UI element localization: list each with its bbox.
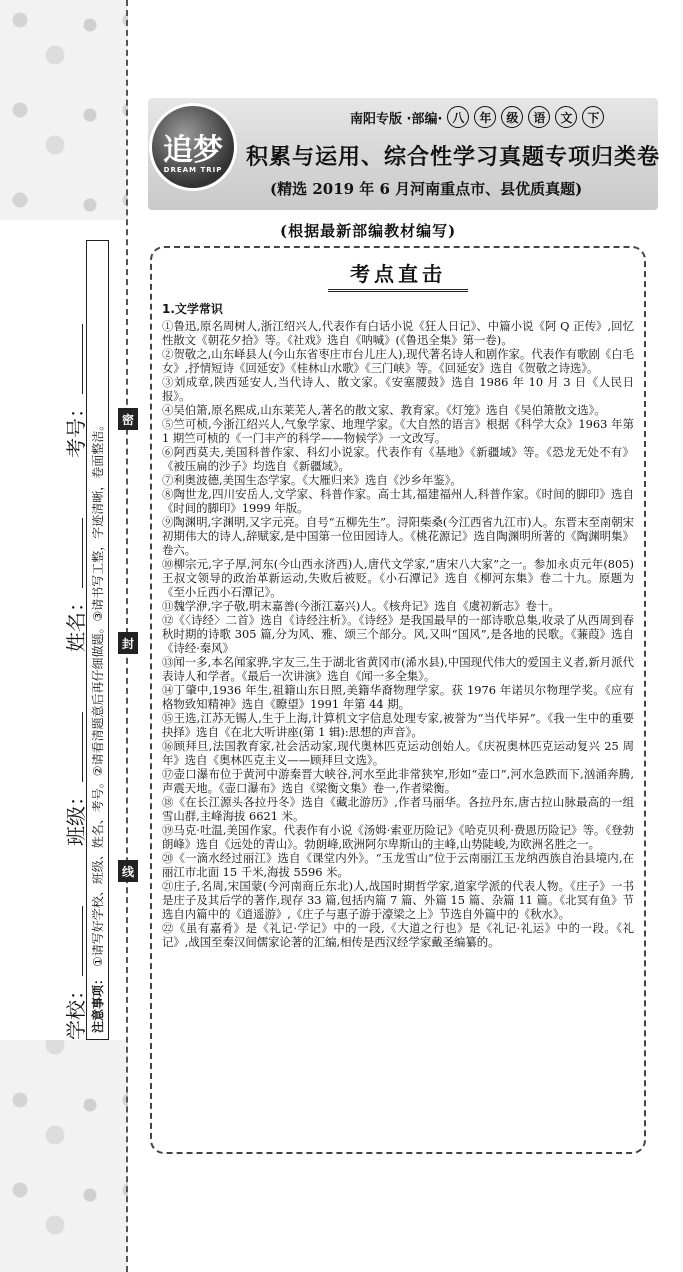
brand-logo: 追梦 DREAM TRIP bbox=[152, 106, 234, 188]
student-info-fields bbox=[60, 220, 89, 1040]
notice-label: 注意事项： bbox=[91, 972, 105, 1033]
list-item: ⑥阿西莫夫,美国科普作家、科幻小说家。代表作有《基地》《新疆域》等。《恐龙无处不有》《被压扁的沙子》均选自《新疆域》。 bbox=[162, 445, 634, 473]
list-item: ⑦利奥波德,美国生态学家。《大雁归来》选自《沙乡年鉴》。 bbox=[162, 473, 462, 487]
seal-mi: 密 bbox=[118, 408, 138, 430]
list-item: ⑩柳宗元,字子厚,河东(今山西永济西)人,唐代文学家,“唐宋八大家”之一。参加永贞元年(805)王叔文领导的政治革新运动,失败后被贬。《小石潭记》选自《柳河东集》卷二十九。原题为《至小丘西小石潭记》。 bbox=[162, 557, 634, 599]
notice-text: ①请写好学校、班级、姓名、考号。②请看清题意后再仔细做题。③请书写工整，字迹清晰，卷面整洁。 bbox=[91, 418, 105, 967]
list-item: ⑳《一滴水经过丽江》选自《课堂内外》。“玉龙雪山”位于云南丽江玉龙纳西族自治县境内,在丽江市北面 15 千米,海拔 5596 米。 bbox=[162, 851, 634, 879]
list-item: ⑯顾拜旦,法国教育家,社会活动家,现代奥林匹克运动创始人。《庆祝奥林匹克运动复兴 25 周年》选自《奥林匹克主义——顾拜旦文选》。 bbox=[162, 739, 634, 767]
edition-line: 南阳专版 ·部编· 八 年 级 语 文 下 bbox=[350, 106, 604, 128]
list-item: ㉑庄子,名周,宋国蒙(今河南商丘东北)人,战国时期哲学家,道家学派的代表人物。《庄子》一书是庄子及其后学的著作,现存 33 篇,包括内篇 7 篇、外篇 15 篇、杂篇 11 篇。《北冥有鱼》节选自内篇中的《逍遥游》,《庄子与惠子游于濠梁之上》节选自外篇中的《秋水》。 bbox=[162, 879, 634, 921]
seal-xian: 线 bbox=[118, 860, 138, 882]
list-item: ⑪魏学洢,字子敬,明末嘉善(今浙江嘉兴)人。《核舟记》选自《虞初新志》卷十。 bbox=[162, 599, 560, 613]
list-item: ⑤竺可桢,今浙江绍兴人,气象学家、地理学家。《大自然的语言》根据《科学大众》1963 年第 1 期竺可桢的《一门丰产的科学——物候学》一文改写。 bbox=[162, 417, 634, 445]
list-item: ⑱《在长江源头各拉丹冬》选自《藏北游历》,作者马丽华。各拉丹东,唐古拉山脉最高的一组雪山群,主峰海拔 6621 米。 bbox=[162, 795, 634, 823]
list-item: ㉒《虽有嘉肴》是《礼记·学记》中的一段,《大道之行也》是《礼记·礼运》中的一段。《礼记》,战国至秦汉间儒家论著的汇编,相传是西汉经学家戴圣编纂的。 bbox=[162, 921, 634, 949]
list-item: ⑮王选,江苏无锡人,生于上海,计算机文字信息处理专家,被誉为“当代毕昇”。《我一生中的重要抉择》选自《在北大听讲座(第 1 辑):思想的声音》。 bbox=[162, 711, 634, 739]
page-subtitle: (精选 2019 年 6 月河南重点市、县优质真题) bbox=[270, 180, 583, 198]
list-item: ⑲马克·吐温,美国作家。代表作有小说《汤姆·索亚历险记》《哈克贝利·费恩历险记》等。《登勃朗峰》选自《远处的青山》。勃朗峰,欧洲阿尔卑斯山的主峰,山势陡峻,为欧洲名胜之一。 bbox=[162, 823, 634, 851]
list-item: ⑨陶渊明,字渊明,又字元亮。自号“五柳先生”。浔阳柴桑(今江西省九江市)人。东晋末至南朝宋初期伟大的诗人,辞赋家,是中国第一位田园诗人。《桃花源记》选自陶渊明所著的《陶渊明集》卷六。 bbox=[162, 515, 635, 557]
page-title: 积累与运用、综合性学习真题专项归类卷 bbox=[246, 144, 661, 170]
list-item: ⑫《〈诗经〉二首》选自《诗经注析》。《诗经》是我国最早的一部诗歌总集,收录了从西周到春秋时期的诗歌 305 篇,分为风、雅、颂三个部分。风,又叫“国风”,是各地的民歌。《蒹葭》选自《诗经·秦风》 bbox=[162, 613, 634, 655]
content-box bbox=[150, 246, 646, 1154]
school-field[interactable]: 学校： bbox=[60, 906, 89, 1040]
seal-feng: 封 bbox=[118, 632, 138, 654]
list-item: ④吴伯箫,原名熙成,山东莱芜人,著名的散文家、教育家。《灯笼》选自《吴伯箫散文选》。 bbox=[162, 403, 606, 417]
list-item: ⑭丁肇中,1936 年生,祖籍山东日照,美籍华裔物理学家。获 1976 年诺贝尔物理学奖。《应有格物致知精神》选自《瞭望》1991 年第 44 期。 bbox=[162, 683, 634, 711]
list-item: ⑰壶口瀑布位于黄河中游秦晋大峡谷,河水至此非常狭窄,形如“壶口”,河水急跌而下,汹涌奔腾,声震天地。《壶口瀑布》选自《梁衡文集》卷一,作者梁衡。 bbox=[162, 767, 634, 795]
list-item: ⑧陶世龙,四川安岳人,文学家、科普作家。高士其,福建福州人,科普作家。《时间的脚印》选自《时间的脚印》1999 年版。 bbox=[162, 487, 634, 515]
list-item: ②贺敬之,山东峄县人(今山东省枣庄市台儿庄人),现代著名诗人和剧作家。代表作有歌剧《白毛女》,抒情短诗《回延安》《桂林山水歌》《三门峡》等。《回延安》选自《贺敬之诗选》。 bbox=[162, 347, 634, 375]
name-field[interactable]: 姓名： bbox=[60, 518, 89, 652]
class-field[interactable]: 班级： bbox=[60, 712, 89, 846]
basis-note: (根据最新部编教材编写) bbox=[280, 222, 457, 240]
exam-number-field[interactable]: 考号： bbox=[60, 324, 89, 458]
notice-box bbox=[86, 240, 109, 1040]
list-item: ①鲁迅,原名周树人,浙江绍兴人,代表作有白话小说《狂人日记》、中篇小说《阿 Q 正传》,回忆性散文《朝花夕拾》等。《社戏》选自《呐喊》(《鲁迅全集》第一卷)。 bbox=[162, 319, 634, 347]
list-item: ③刘成章,陕西延安人,当代诗人、散文家。《安塞腰鼓》选自 1986 年 10 月 3 日《人民日报》。 bbox=[162, 375, 634, 403]
section-heading: 1.文学常识 bbox=[162, 302, 223, 316]
list-item: ⑬闻一多,本名闻家骅,字友三,生于湖北省黄冈市(浠水县),中国现代伟大的爱国主义者,新月派代表诗人和学者。《最后一次讲演》选自《闻一多全集》。 bbox=[162, 655, 634, 683]
section-title: 考点直击 bbox=[328, 258, 468, 292]
item-list bbox=[162, 319, 634, 949]
